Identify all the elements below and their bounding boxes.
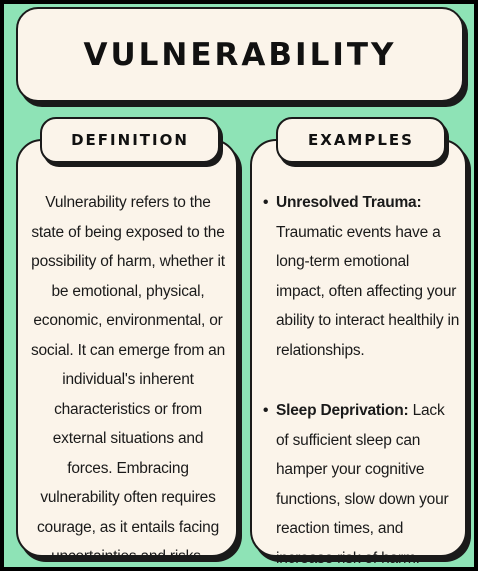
bullet-icon: • xyxy=(263,402,269,419)
definition-heading: DEFINITION xyxy=(71,131,189,149)
title-card xyxy=(16,7,464,102)
example-description: Traumatic events have a long-term emotional impact, often affecting your ability to interact healthily in relationships. xyxy=(276,223,460,359)
infographic-canvas xyxy=(4,4,474,567)
page-title: VULNERABILITY xyxy=(83,36,397,73)
example-term: Unresolved Trauma: xyxy=(276,194,422,211)
example-description: Lack of sufficient sleep can hamper your cognitive functions, slow down your reaction times, and increase risk of harm. xyxy=(276,402,449,567)
examples-heading: EXAMPLES xyxy=(308,131,414,149)
definition-label-card xyxy=(40,117,220,163)
example-term: Sleep Deprivation: xyxy=(276,402,413,419)
definition-panel xyxy=(16,139,238,565)
definition-text: Vulnerability refers to the state of being exposed to the possibility of harm, whether it be emotional, physical, economic, environmental, or social. It can emerge from an individual's inherent characteristics or from external situations and forces. Embracing vulnerability often requires courage, as it entails facing uncertainties and risks. xyxy=(30,194,226,565)
list-item xyxy=(264,188,461,365)
list-item xyxy=(264,396,461,567)
bullet-icon: • xyxy=(263,194,269,211)
examples-panel xyxy=(250,139,467,567)
examples-list xyxy=(264,188,461,567)
examples-label-card xyxy=(276,117,446,163)
